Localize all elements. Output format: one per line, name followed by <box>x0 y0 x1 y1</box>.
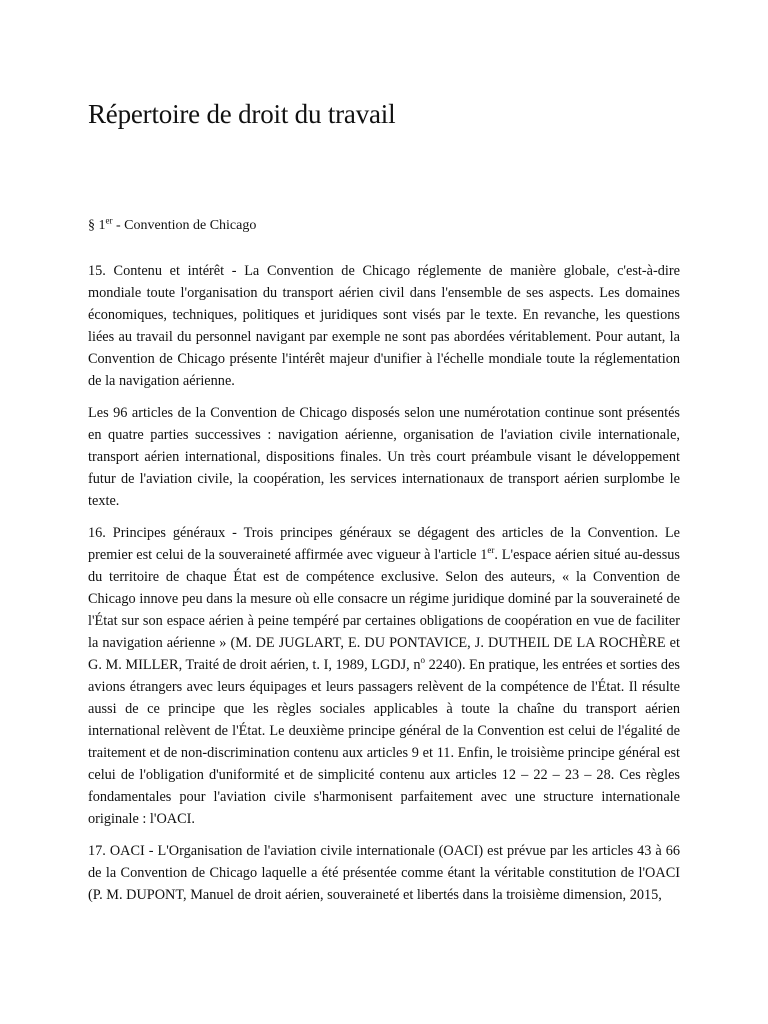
document-title: Répertoire de droit du travail <box>88 99 396 129</box>
paragraph-text: Les 96 articles de la Convention de Chicago disposés selon une numérotation continue sont présentés en quatre parties successives : navigation aérienne, organisation de l'aviation civile internationale, transport aérien international, dispositions finales. Un très court préambule visant le développement futur de l'aviation civile, la coopération, les services internationaux de transport aérien surplombe le texte. <box>88 405 680 509</box>
paragraph-15 <box>88 260 680 392</box>
paragraph-heading: Principes généraux - <box>112 525 237 541</box>
paragraph-17 <box>88 840 680 906</box>
paragraph-heading: OACI - <box>109 843 154 859</box>
paragraph-number: 15. <box>88 263 106 279</box>
paragraph-heading: Contenu et intérêt - <box>113 263 237 279</box>
paragraph-16 <box>88 522 680 830</box>
paragraph-number: 16. <box>88 525 106 541</box>
section-heading <box>88 216 256 236</box>
paragraph-text: 2240). En pratique, les entrées et sorties des avions étrangers avec leurs équipages et leurs passagers relèvent de la compétence de l'État. Il résulte aussi de ce principe que les règles sociales applicables à toute la chaîne du transport aérien international relèvent de l'État. Le deuxième principe général de la Convention est celui de l'égalité de traitement et de non-discrimination contenu aux articles 9 et 11. Enfin, le troisième principe général est celui de l'obligation d'uniformité et de simplicité contenu aux articles 12 – 22 – 23 – 28. Ces règles fondamentales pour l'aviation civile s'harmonisent parfaitement avec une structure internationale originale : l'OACI. <box>88 657 680 827</box>
paragraph-15-continued <box>88 402 680 512</box>
paragraph-number: 17. <box>88 843 106 859</box>
paragraph-text: L'Organisation de l'aviation civile internationale (OACI) est prévue par les articles 43 à 66 de la Convention de Chicago laquelle a été présentée comme étant la véritable constitution de l'OACI (P. M. DUPONT, Manuel de droit aérien, souveraineté et libertés dans la troisième dimension, 2015, <box>88 843 680 903</box>
paragraph-text: . L'espace aérien situé au-dessus du territoire de chaque État est de compétence exclusive. Selon des auteurs, « la Convention de Chicago innove peu dans la mesure où elle consacre un régime juridique dominé par la souveraineté de l'État sur son espace aérien à peine tempéré par certaines obligations de coopération en vue de faciliter la navigation aérienne » (M. DE JUGLART, E. DU PONTAVICE, J. DUTHEIL DE LA ROCHÈRE et G. M. MILLER, Traité de droit aérien, t. I, 1989, LGDJ, n <box>88 547 680 673</box>
section-superscript: er <box>105 215 113 226</box>
article-superscript: er <box>487 545 495 556</box>
section-symbol: § 1 <box>88 218 106 233</box>
numero-superscript: o <box>420 655 425 666</box>
document-page <box>88 96 681 903</box>
paragraph-text: La Convention de Chicago réglemente de manière globale, c'est-à-dire mondiale toute l'organisation du transport aérien civil dans l'ensemble de ses aspects. Les domaines économiques, techniques, politiques et juridiques sont visés par le texte. En revanche, les questions liées au travail du personnel navigant par exemple ne sont pas abordées véritablement. Pour autant, la Convention de Chicago présente l'intérêt majeur d'unifier à l'échelle mondiale toute la réglementation de la navigation aérienne. <box>88 263 680 389</box>
section-label: - Convention de Chicago <box>112 218 257 233</box>
paragraph-text: Trois principes généraux se dégagent des articles de la Convention. Le premier est celui de la souveraineté affirmée avec vigueur à l'article 1 <box>88 525 681 563</box>
document-body <box>88 260 680 916</box>
